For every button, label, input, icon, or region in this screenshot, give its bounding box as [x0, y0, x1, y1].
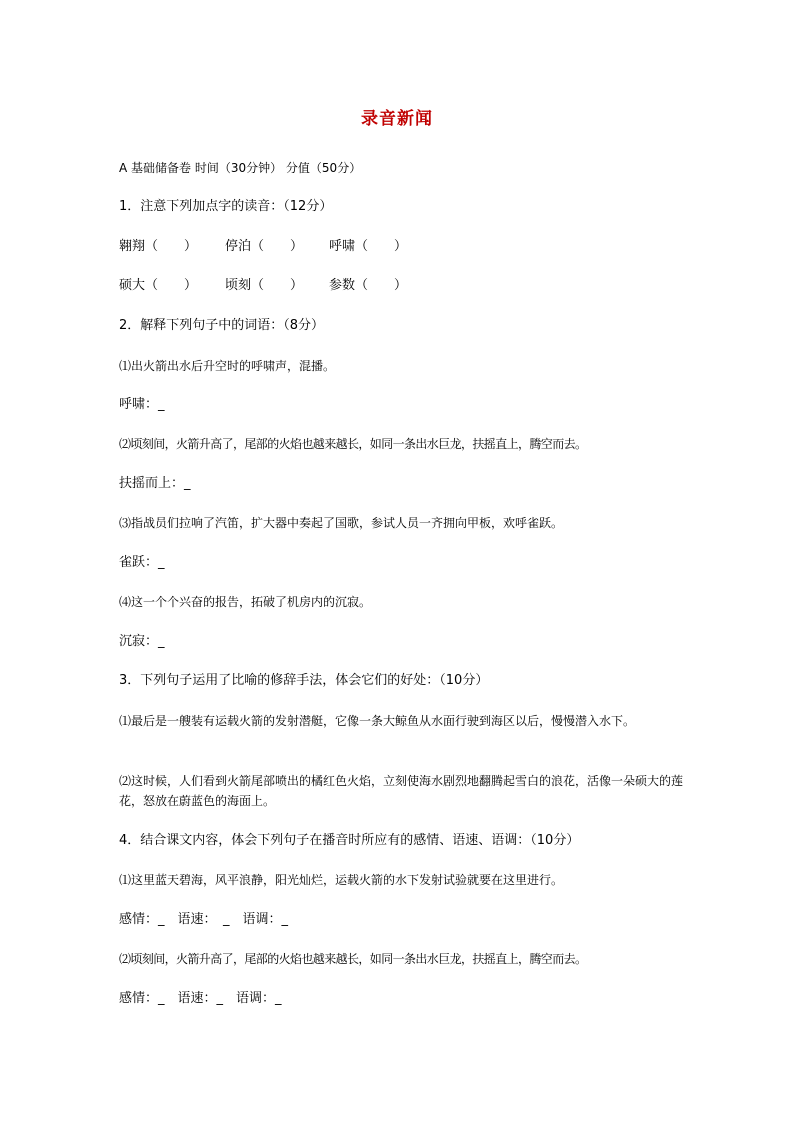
question-2-sentence-1: ⑴出火箭出水后升空时的呼啸声，混播。 [119, 359, 336, 373]
pinyin-item: 翱翔（ ） [119, 239, 198, 254]
question-1-row-1 [119, 237, 684, 257]
pinyin-item: 硕大（ ） [119, 278, 198, 293]
question-2-sentence-4: ⑷这一个个兴奋的报告，拓破了机房内的沉寂。 [119, 595, 372, 609]
question-2-answer-1: 呼啸：_ [119, 397, 165, 412]
question-2-stem: 2．解释下列句子中的词语：（8分） [119, 318, 325, 333]
question-2-sentence-3: ⑶指战员们拉响了汽笛，扩大器中奏起了国歌，参试人员一齐拥向甲板，欢呼雀跃。 [119, 516, 564, 530]
question-1-stem: 1．注意下列加点字的读音：（12分） [119, 199, 333, 214]
question-2-sentence-2: ⑵顷刻间，火箭升高了，尾部的火焰也越来越长，如同一条出水巨龙，扶摇直上，腾空而去。 [119, 437, 587, 451]
pinyin-item: 呼啸（ ） [329, 239, 408, 254]
pinyin-item: 顷刻（ ） [225, 278, 304, 293]
pinyin-item: 参数（ ） [329, 278, 408, 293]
question-3-sentence-2: ⑵这时候，人们看到火箭尾部喷出的橘红色火焰，立刻使海水剧烈地翻腾起雪白的浪花，活像一朵硕大的莲花，怒放在蔚蓝色的海面上。 [119, 774, 684, 808]
question-4-answer-2: 感情：_ 语速：_ 语调：_ [119, 991, 282, 1006]
question-4-answer-1: 感情：_ 语速： _ 语调：_ [119, 912, 289, 927]
question-4-sentence-1: ⑴这里蓝天碧海，风平浪静，阳光灿烂，运载火箭的水下发射试验就要在这里进行。 [119, 873, 564, 887]
question-3-stem: 3．下列句子运用了比喻的修辞手法，体会它们的好处：（10分） [119, 673, 489, 688]
question-2-answer-4: 沉寂：_ [119, 634, 165, 649]
question-2-answer-3: 雀跃：_ [119, 555, 165, 570]
page-title: 录音新闻 [361, 109, 433, 129]
question-3-sentence-1: ⑴最后是一艘装有运载火箭的发射潜艇，它像一条大鲸鱼从水面行驶到海区以后，慢慢潜入水下。 [119, 714, 636, 728]
exam-header: A 基础储备卷 时间（30分钟） 分值（50分） [119, 161, 362, 175]
pinyin-item: 停泊（ ） [225, 239, 304, 254]
question-4-sentence-2: ⑵顷刻间，火箭升高了，尾部的火焰也越来越长，如同一条出水巨龙，扶摇直上，腾空而去。 [119, 952, 587, 966]
question-2-answer-2: 扶摇而上：_ [119, 476, 191, 491]
question-4-stem: 4．结合课文内容，体会下列句子在播音时所应有的感情、语速、语调：（10分） [119, 833, 580, 848]
question-1-row-2 [119, 276, 684, 296]
